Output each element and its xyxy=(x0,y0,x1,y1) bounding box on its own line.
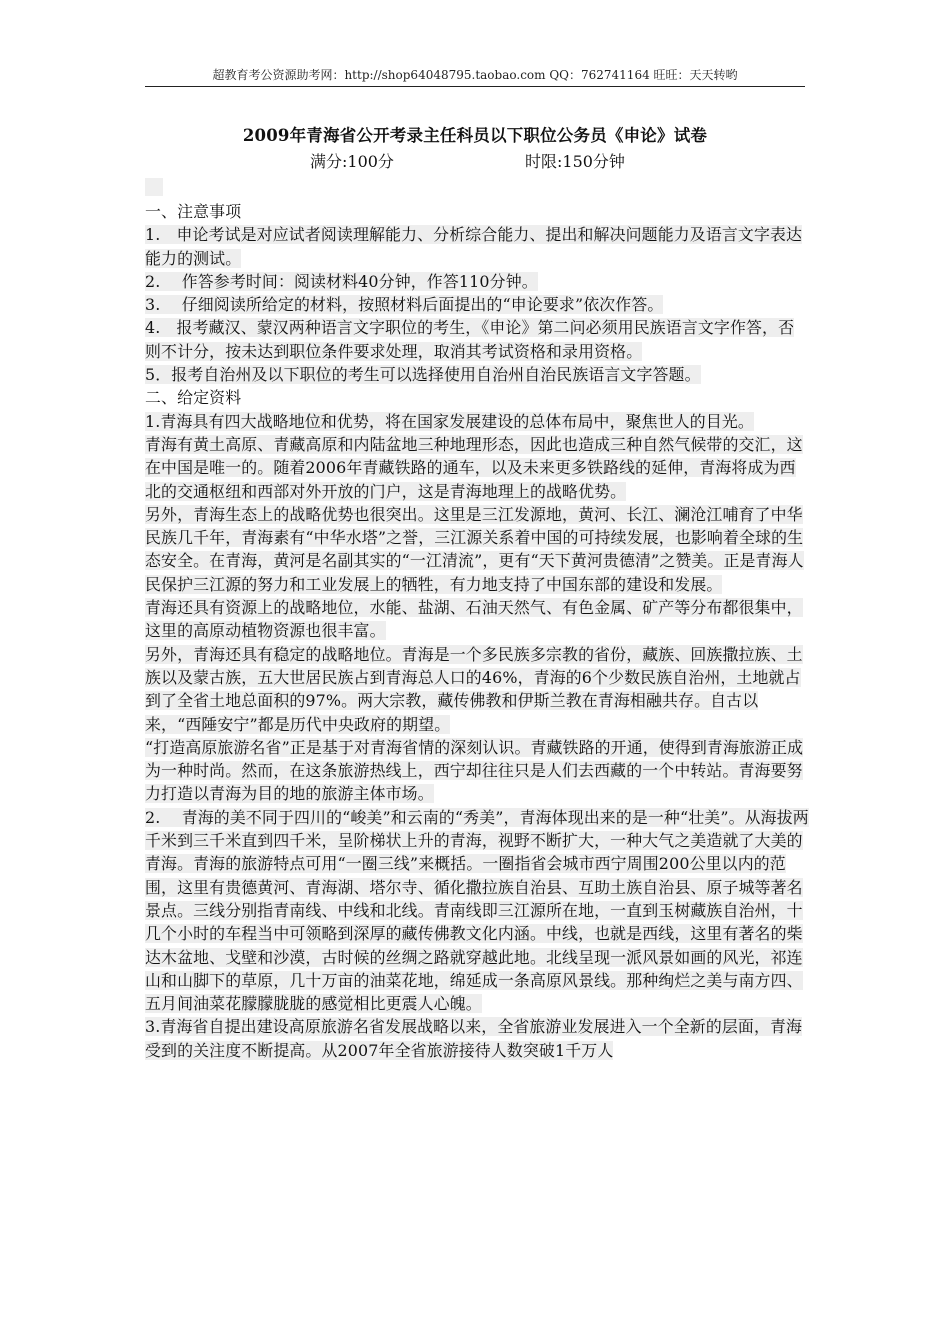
full-score: 满分:100分 xyxy=(310,152,394,171)
page-header xyxy=(145,66,805,87)
time-limit: 时限:150分钟 xyxy=(525,152,625,171)
section-heading-materials: 二、给定资料 xyxy=(145,388,242,408)
document-body xyxy=(145,200,809,1062)
paragraph: 3. 仔细阅读所给定的材料，按照材料后面提出的“申论要求”依次作答。 xyxy=(145,295,664,315)
header-text: 超教育考公资源助考网：http://shop64048795.taobao.com QQ：762741164 旺旺：天天转哟 xyxy=(212,68,738,82)
paragraph: 另外，青海还具有稳定的战略地位。青海是一个多民族多宗教的省份，藏族、回族撒拉族、土族以及蒙古族，五大世居民族占到青海总人口的46%，青海的6个少数民族自治州，土地就占到了全省土地总面积的97%。两大宗教，藏传佛教和伊斯兰教在青海相融共存。自古以来，“西陲安宁”都是历代中央政府的期望。 xyxy=(145,644,803,734)
blank-placeholder xyxy=(145,178,163,196)
paragraph: 青海有黄土高原、青藏高原和内陆盆地三种地理形态，因此也造成三种自然气候带的交汇，这在中国是唯一的。随着2006年青藏铁路的通车，以及未来更多铁路线的延伸，青海将成为西北的交通枢纽和西部对外开放的门户，这是青海地理上的战略优势。 xyxy=(145,434,803,501)
paragraph: 4. 报考藏汉、蒙汉两种语言文字职位的考生，《申论》第二问必须用民族语言文字作答，否则不计分，按未达到职位条件要求处理，取消其考试资格和录用资格。 xyxy=(145,318,795,361)
paragraph: 1. 申论考试是对应试者阅读理解能力、分析综合能力、提出和解决问题能力及语言文字表达能力的测试。 xyxy=(145,225,803,268)
paragraph: 另外，青海生态上的战略优势也很突出。这里是三江发源地，黄河、长江、澜沧江哺育了中华民族几千年，青海素有“中华水塔”之誉，三江源关系着中国的可持续发展，也影响着全球的生态安全。在青海，黄河是名副其实的“一江清流”，更有“天下黄河贵德清”之赞美。正是青海人民保护三江源的努力和工业发展上的牺牲，有力地支持了中国东部的建设和发展。 xyxy=(145,504,804,594)
document-title: 2009年青海省公开考录主任科员以下职位公务员《申论》试卷 xyxy=(242,126,708,145)
paragraph: 青海还具有资源上的战略地位，水能、盐湖、石油天然气、有色金属、矿产等分布都很集中，这里的高原动植物资源也很丰富。 xyxy=(145,598,803,641)
paragraph: 5．报考自治州及以下职位的考生可以选择使用自治州自治民族语言文字答题。 xyxy=(145,365,701,385)
paragraph: 3.青海省自提出建设高原旅游名省发展战略以来，全省旅游业发展进入一个全新的层面，青海受到的关注度不断提高。从2007年全省旅游接待人数突破1千万人 xyxy=(145,1017,803,1060)
paragraph: 1.青海具有四大战略地位和优势，将在国家发展建设的总体布局中，聚焦世人的目光。 xyxy=(145,411,754,431)
exam-meta xyxy=(145,150,805,174)
paragraph: 2. 作答参考时间：阅读材料40分钟，作答110分钟。 xyxy=(145,271,538,291)
paragraph: “打造高原旅游名省”正是基于对青海省情的深刻认识。青藏铁路的开通，使得到青海旅游正成为一种时尚。然而，在这条旅游热线上，西宁却往往只是人们去西藏的一个中转站。青海要努力打造以青海为目的地的旅游主体市场。 xyxy=(145,737,804,804)
paragraph: 2. 青海的美不同于四川的“峻美”和云南的“秀美”，青海体现出来的是一种“壮美”。从海拔两千米到三千米直到四千米，呈阶梯状上升的青海，视野不断扩大，一种大气之美造就了大美的青海。青海的旅游特点可用“一圈三线”来概括。一圈指省会城市西宁周围200公里以内的范围，这里有贵德黄河、青海湖、塔尔寺、循化撒拉族自治县、互助土族自治县、原子城等著名景点。三线分别指青南线、中线和北线。青南线即三江源所在地，一直到玉树藏族自治州，十几个小时的车程当中可领略到深厚的藏传佛教文化内涵。中线，也就是西线，这里有著名的柴达木盆地、戈壁和沙漠，古时候的丝绸之路就穿越此地。北线呈现一派风景如画的风光，祁连山和山脚下的草原，几十万亩的油菜花地，绵延成一条高原风景线。那种绚烂之美与南方四、五月间油菜花朦朦胧胧的感觉相比更震人心魄。 xyxy=(145,807,809,1014)
section-heading-notice: 一、注意事项 xyxy=(145,202,242,221)
